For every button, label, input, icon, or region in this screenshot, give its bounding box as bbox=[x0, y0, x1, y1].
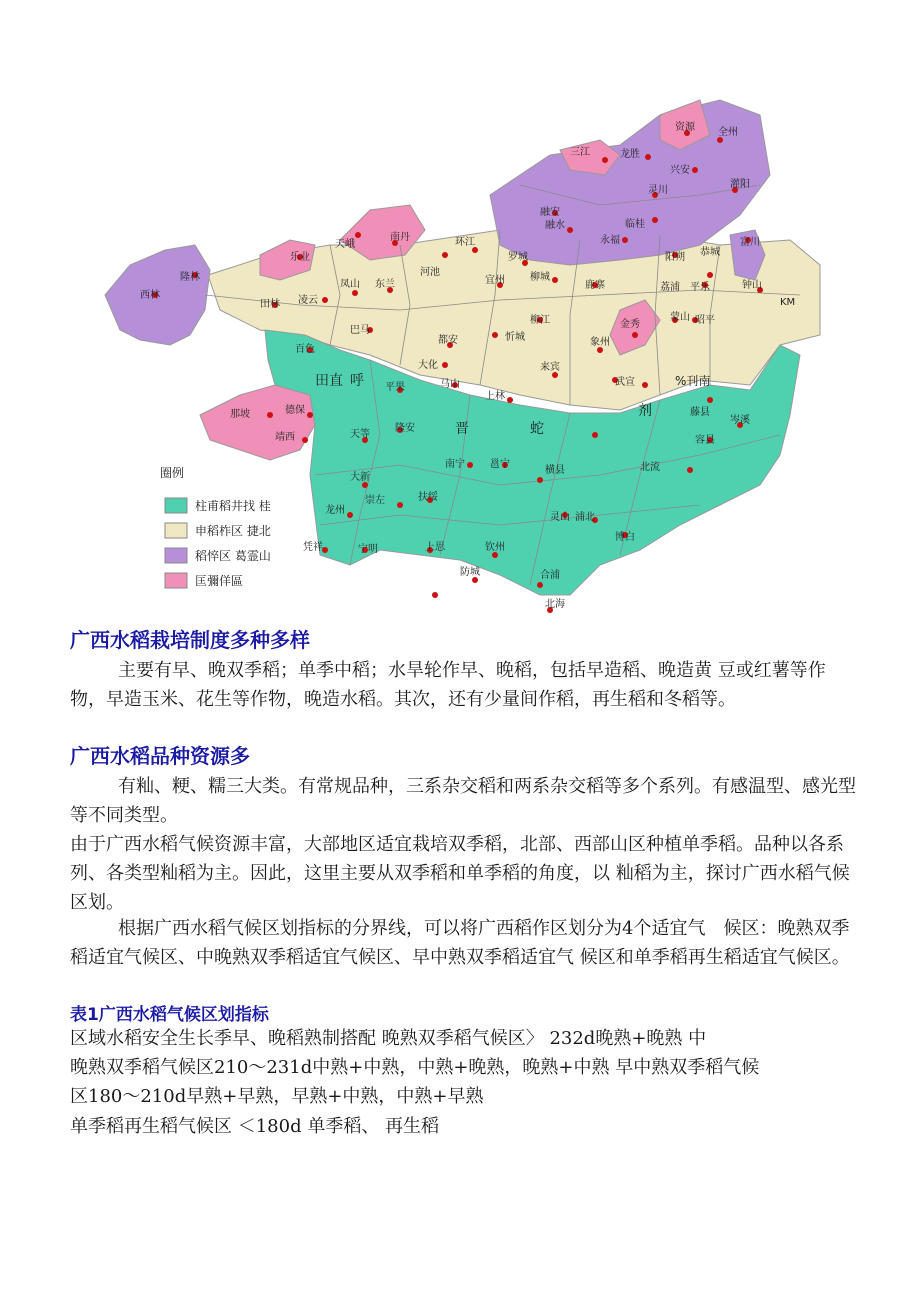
svg-text:靖西: 靖西 bbox=[275, 432, 295, 443]
svg-text:东兰: 东兰 bbox=[375, 279, 395, 290]
heading-variety-resources: 广西水稻品种资源多 bbox=[70, 744, 250, 768]
svg-text:大新: 大新 bbox=[350, 472, 370, 483]
guangxi-rice-climate-map bbox=[100, 95, 830, 620]
svg-text:呼: 呼 bbox=[350, 373, 364, 389]
svg-text:西林: 西林 bbox=[140, 290, 160, 301]
svg-text:都安: 都安 bbox=[438, 335, 458, 346]
svg-text:横县: 横县 bbox=[545, 465, 565, 476]
svg-text:田林: 田林 bbox=[260, 299, 280, 310]
svg-text:昭平: 昭平 bbox=[695, 315, 715, 326]
table-line-2: 晚熟双季稻气候区210〜231d中熟+中熟，中熟+晚熟，晚熟+中熟 早中熟双季稻气候 bbox=[70, 1057, 760, 1078]
svg-text:平乐: 平乐 bbox=[690, 282, 710, 293]
svg-text:南丹: 南丹 bbox=[390, 232, 410, 243]
svg-text:%刊南: %刊南 bbox=[675, 374, 711, 388]
svg-text:岑溪: 岑溪 bbox=[730, 415, 750, 426]
table-title: 表1广西水稻气候区划指标 bbox=[70, 1005, 269, 1025]
svg-text:来宾: 来宾 bbox=[540, 362, 560, 373]
svg-text:扶绥: 扶绥 bbox=[418, 492, 438, 503]
svg-text:宁明: 宁明 bbox=[358, 544, 378, 555]
svg-text:柳江: 柳江 bbox=[530, 315, 550, 326]
svg-text:德保: 德保 bbox=[285, 405, 305, 416]
svg-text:环江: 环江 bbox=[455, 237, 475, 248]
svg-text:临桂: 临桂 bbox=[625, 219, 645, 230]
svg-text:天等: 天等 bbox=[350, 429, 370, 440]
svg-text:申稻柞区 捷北: 申稻柞区 捷北 bbox=[195, 524, 271, 538]
svg-text:三江: 三江 bbox=[570, 147, 590, 158]
map-legend bbox=[160, 465, 271, 588]
svg-text:钟山: 钟山 bbox=[742, 280, 762, 291]
paragraph-climate-resources: 由于广西水稻气候资源丰富，大部地区适宜栽培双季稻，北部、西部山区种植单季稻。品种以各系列、各类型籼稻为主。因此，这里主要从双季稻和单季稻的角度，以 籼稻为主，探讨广西水稻气候区划。 bbox=[70, 834, 850, 913]
svg-text:龙州: 龙州 bbox=[325, 505, 345, 516]
svg-text:永福: 永福 bbox=[600, 235, 620, 246]
svg-text:隆林: 隆林 bbox=[180, 272, 200, 283]
svg-text:河池: 河池 bbox=[420, 267, 440, 278]
svg-text:田直: 田直 bbox=[315, 373, 343, 389]
region-purple-ne bbox=[490, 100, 770, 265]
svg-text:荔浦: 荔浦 bbox=[660, 282, 680, 293]
svg-text:蛇: 蛇 bbox=[530, 421, 544, 437]
svg-text:南宁: 南宁 bbox=[445, 459, 465, 470]
svg-text:凭祥: 凭祥 bbox=[303, 542, 323, 553]
svg-text:崇左: 崇左 bbox=[365, 495, 385, 506]
svg-text:KM: KM bbox=[780, 297, 796, 308]
svg-text:上思: 上思 bbox=[425, 542, 445, 553]
svg-text:富川: 富川 bbox=[740, 237, 760, 248]
svg-text:那坡: 那坡 bbox=[230, 409, 250, 420]
svg-text:灵川: 灵川 bbox=[648, 185, 668, 196]
svg-text:浦北: 浦北 bbox=[575, 512, 595, 523]
svg-text:平果: 平果 bbox=[385, 382, 405, 393]
svg-text:恭城: 恭城 bbox=[700, 247, 720, 258]
svg-text:融安: 融安 bbox=[540, 207, 560, 218]
svg-text:凤山: 凤山 bbox=[340, 279, 360, 290]
svg-text:灌阳: 灌阳 bbox=[730, 179, 750, 190]
svg-text:宜州: 宜州 bbox=[485, 275, 505, 286]
svg-text:藤县: 藤县 bbox=[690, 407, 710, 418]
svg-text:晋: 晋 bbox=[455, 421, 469, 437]
svg-text:象州: 象州 bbox=[590, 337, 610, 348]
svg-text:匡彌佯區: 匡彌佯區 bbox=[195, 574, 244, 588]
paragraph-varieties: 有籼、粳、糯三大类。有常规品种，三系杂交稻和两系杂交稻等多个系列。有感温型、感光型等不同类型。 bbox=[70, 776, 856, 826]
svg-text:北流: 北流 bbox=[640, 462, 660, 473]
svg-text:稻悴区 葛霊山: 稻悴区 葛霊山 bbox=[195, 549, 271, 563]
svg-text:阳朔: 阳朔 bbox=[665, 252, 685, 263]
svg-text:容县: 容县 bbox=[695, 435, 715, 446]
svg-text:龙胜: 龙胜 bbox=[620, 149, 640, 160]
svg-text:邕宁: 邕宁 bbox=[490, 459, 510, 470]
svg-text:百色: 百色 bbox=[295, 344, 315, 355]
region-pink-sw bbox=[200, 385, 315, 460]
svg-text:巴马: 巴马 bbox=[350, 325, 370, 336]
svg-text:大化: 大化 bbox=[418, 360, 438, 371]
svg-text:合浦: 合浦 bbox=[540, 570, 560, 581]
svg-text:灵山: 灵山 bbox=[550, 512, 570, 523]
svg-text:乐业: 乐业 bbox=[290, 252, 310, 263]
svg-text:忻城: 忻城 bbox=[505, 332, 525, 343]
svg-text:凌云: 凌云 bbox=[298, 295, 318, 306]
table-line-4: 单季稻再生稻气候区 ＜180d 单季稻、 再生稻 bbox=[70, 1116, 440, 1137]
table-line-1: 区域水稻安全生长季早、晚稻熟制搭配 晚熟双季稻气候区〉 232d晚熟+晚熟 中 bbox=[70, 1028, 707, 1049]
svg-text:罗城: 罗城 bbox=[508, 252, 528, 263]
svg-text:柳城: 柳城 bbox=[530, 272, 550, 283]
svg-text:天峨: 天峨 bbox=[335, 239, 355, 250]
svg-text:防城: 防城 bbox=[460, 567, 480, 578]
paragraph-zoning: 根据广西水稻气候区划指标的分界线，可以将广西稻作区划分为4个适宜气 候区：晚熟双季稻适宜气候区、中晚熟双季稻适宜气候区、早中熟双季稻适宜气 候区和单季稻再生稻适宜气候区。 bbox=[70, 918, 850, 968]
svg-text:金秀: 金秀 bbox=[620, 319, 640, 330]
svg-text:北海: 北海 bbox=[545, 599, 565, 610]
svg-text:蒙山: 蒙山 bbox=[670, 312, 690, 323]
svg-text:兴安: 兴安 bbox=[670, 165, 690, 176]
svg-text:钦州: 钦州 bbox=[485, 542, 505, 553]
svg-text:鹿寨: 鹿寨 bbox=[585, 280, 605, 291]
svg-text:隆安: 隆安 bbox=[395, 423, 415, 434]
svg-text:武宣: 武宣 bbox=[615, 377, 635, 388]
paragraph-cultivation: 主要有早、晚双季稻；单季中稻；水旱轮作早、晚稻，包括早造稻、晚造黄 豆或红薯等作物，早造玉米、花生等作物，晚造水稻。其次，还有少量间作稻，再生稻和冬稻等。 bbox=[70, 660, 826, 710]
table-line-3: 区180〜210d早熟+早熟，早熟+中熟，中熟+早熟 bbox=[70, 1086, 484, 1107]
svg-text:剂: 剂 bbox=[638, 403, 652, 419]
svg-text:全州: 全州 bbox=[718, 127, 738, 138]
svg-text:融水: 融水 bbox=[545, 220, 565, 231]
svg-text:资源: 资源 bbox=[675, 122, 695, 133]
svg-text:马山: 马山 bbox=[440, 379, 460, 390]
svg-text:柱甫稻井找 桂: 柱甫稻井找 桂 bbox=[195, 499, 271, 513]
svg-text:博白: 博白 bbox=[615, 532, 635, 543]
legend-title: 圈例 bbox=[160, 466, 185, 480]
svg-text:上林: 上林 bbox=[485, 391, 505, 402]
heading-cultivation-system: 广西水稻栽培制度多种多样 bbox=[70, 628, 310, 652]
